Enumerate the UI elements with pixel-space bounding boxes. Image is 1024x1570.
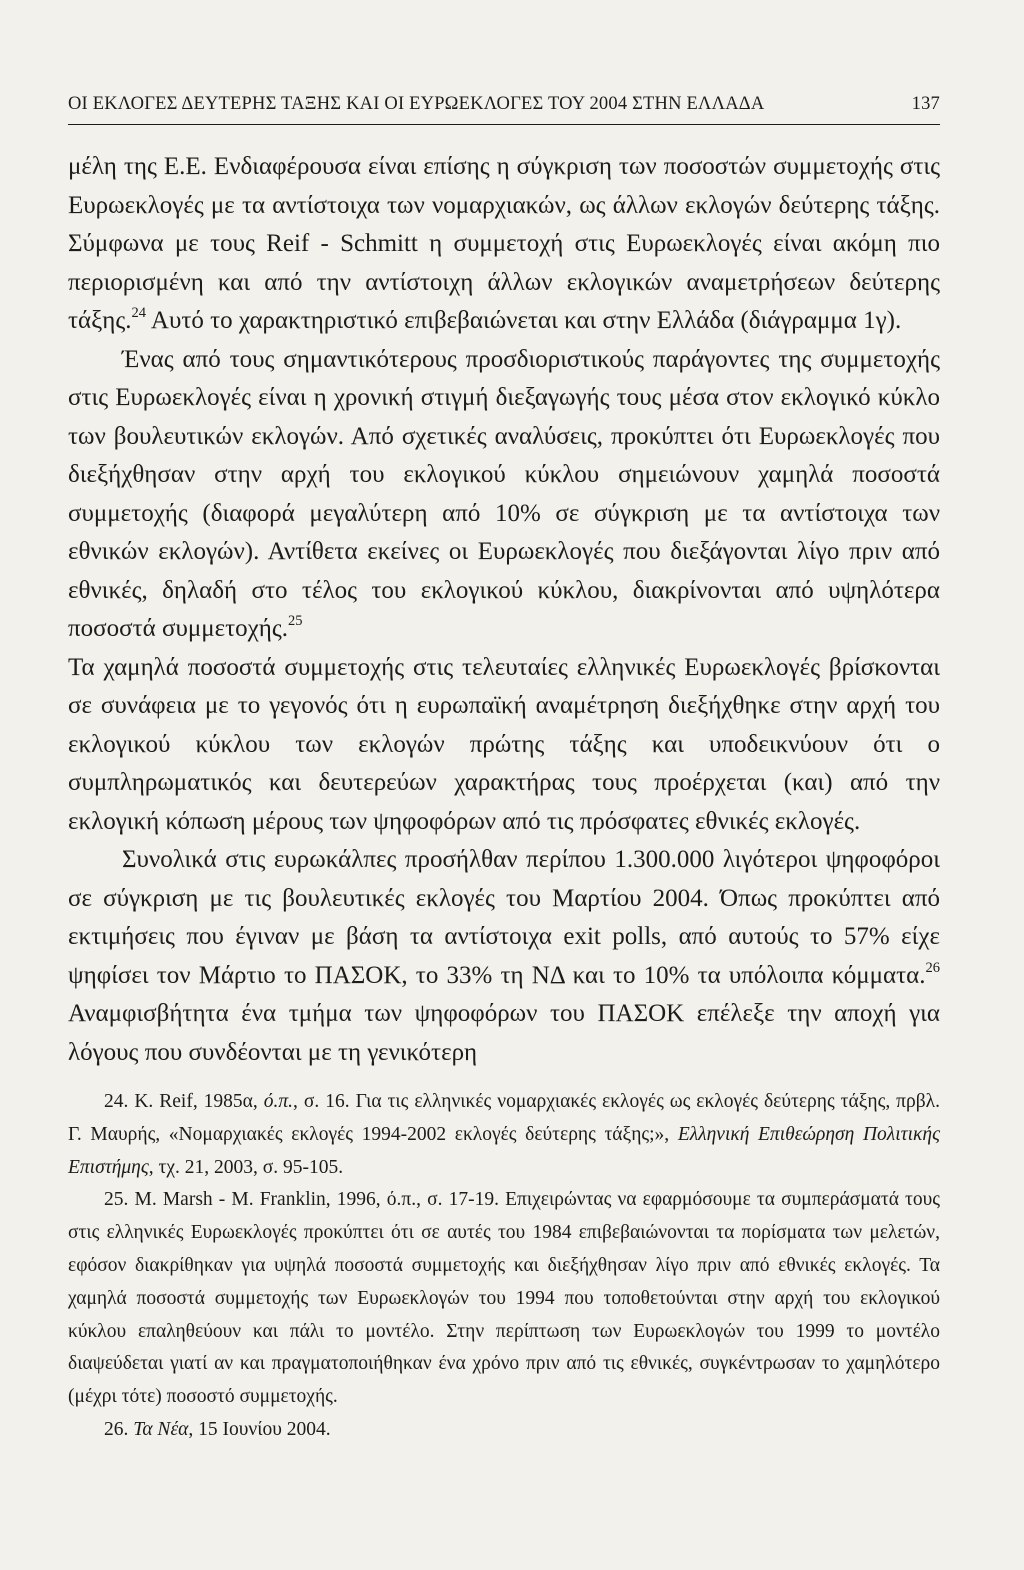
footnote-25: 25. M. Marsh - M. Franklin, 1996, ό.π., σ. 17-19. Επιχειρώντας να εφαρμόσουμε τα συμπεράσματά τους στις ελληνικές Ευρωεκλογές προκύπτει ότι σε αυτές του 1984 επιβεβαιώνονται τα πορίσματα των μελετών, εφόσον διακρίθηκαν για υψηλά ποσοστά συμμετοχής και διεξήχθησαν λίγο πριν από εθνικές εκλογές. Τα χαμηλά ποσοστά συμμετοχής των Ευρωεκλογών του 1994 που τοποθετούνται στην αρχή του εκλογικού κύκλου επαληθεύουν και πάλι το μοντέλο. Στην περίπτωση των Ευρωεκλογών του 1999 το μοντέλο διαψεύδεται γιατί αν και πραγματοποιήθηκαν ένα χρόνο πριν από τις εθνικές, συγκέντρωσαν το χαμηλότερο (μέχρι τότε) ποσοστό συμμετοχής. (68, 1189, 940, 1408)
running-header (68, 94, 940, 115)
running-title: ΟΙ ΕΚΛΟΓΕΣ ΔΕΥΤΕΡΗΣ ΤΑΞΗΣ ΚΑΙ ΟΙ ΕΥΡΩΕΚΛΟΓΕΣ ΤΟΥ 2004 ΣΤΗΝ ΕΛΛΑΔΑ (68, 94, 765, 114)
footnote-ref-26[interactable]: 26 (925, 959, 940, 976)
paragraph-1: μέλη της Ε.Ε. Ενδιαφέρουσα είναι επίσης η σύγκριση των ποσοστών συμμετοχής στις Ευρωεκλογές με τα αντίστοιχα των νομαρχιακών, ως άλλων εκλογών δεύτερης τάξης. Σύμφωνα με τους Reif - Schmitt η συμμετοχή στις Ευρωεκλογές είναι ακόμη πιο περιορισμένη και από την αντίστοιχη άλλων εκλογικών αναμετρήσεων δεύτερης τάξης.$^{24}$ Αυτό το χαρακτηριστικό επιβεβαιώνεται και στην Ελλάδα (διάγραμμα 1γ). (68, 153, 940, 334)
paragraph-2: Ένας από τους σημαντικότερους προσδιοριστικούς παράγοντες της συμμετοχής στις Ευρωεκλογές είναι η χρονική στιγμή διεξαγωγής τους μέσα στον εκλογικό κύκλο των βουλευτικών εκλογών. Από σχετικές αναλύσεις, προκύπτει ότι Ευρωεκλογές που διεξήχθησαν στην αρχή του εκλογικού κύκλου σημειώνουν χαμηλά ποσοστά συμμετοχής (διαφορά μεγαλύτερη από 10% σε σύγκριση με τα αντίστοιχα των εθνικών εκλογών). Αντίθετα εκείνες οι Ευρωεκλογές που διεξάγονται λίγο πριν από εθνικές, δηλαδή στο τέλος του εκλογικού κύκλου, διακρίνονται από υψηλότερα ποσοστά συμμετοχής.$^{25}$ (68, 345, 940, 642)
footnotes (68, 1086, 940, 1447)
paragraph-4: Συνολικά στις ευρωκάλπες προσήλθαν περίπου 1.300.000 λιγότεροι ψηφοφόροι σε σύγκριση με τις βουλευτικές εκλογές του Μαρτίου 2004. Όπως προκύπτει από εκτιμήσεις που έγιναν με βάση τα αντίστοιχα exit polls, από αυτούς το 57% είχε ψηφίσει τον Μάρτιο το ΠΑΣΟΚ, το 33% τη ΝΔ και το 10% τα υπόλοιπα κόμματα.$^{26}$ Αναμφισβήτητα ένα τμήμα των ψηφοφόρων του ΠΑΣΟΚ επέλεξε την αποχή για λόγους που συνδέονται με τη γενικότερη (68, 846, 940, 1066)
footnote-ref-24[interactable]: 24 (131, 305, 147, 322)
journal-title: Ελληνική Επιθεώρηση Πολιτικής Επιστήμης (68, 1123, 940, 1178)
footnote-26: 26. Τα Νέα, 15 Ιουνίου 2004. (104, 1418, 331, 1440)
page-number: 137 (911, 94, 940, 114)
paragraph-3: Τα χαμηλά ποσοστά συμμετοχής στις τελευταίες ελληνικές Ευρωεκλογές βρίσκονται σε συνάφεια με το γεγονός ότι η ευρωπαϊκή αναμέτρηση διεξήχθηκε στην αρχή του εκλογικού κύκλου των εκλογών πρώτης τάξης και υποδεικνύουν ότι ο συμπληρωματικός και δευτερεύων χαρακτήρας τους προέρχεται (και) από την εκλογική κόπωση μέρους των ψηφοφόρων από τις πρόσφατες εθνικές εκλογές. (68, 653, 940, 835)
newspaper-title: Τα Νέα (133, 1418, 189, 1440)
header-rule (68, 124, 940, 125)
main-text (68, 148, 940, 1072)
footnote-ref-25[interactable]: 25 (288, 613, 303, 630)
footnote-24: 24. K. Reif, 1985α, ό.π., σ. 16. Για τις ελληνικές νομαρχιακές εκλογές ως εκλογές δεύτερης τάξης, πρβλ. Γ. Μαυρής, «Νομαρχιακές εκλογές 1994-2002 εκλογές δεύτερης τάξης;», Ελληνική Επιθεώρηση Πολιτικής Επιστήμης, τχ. 21, 2003, σ. 95-105. (68, 1091, 940, 1178)
